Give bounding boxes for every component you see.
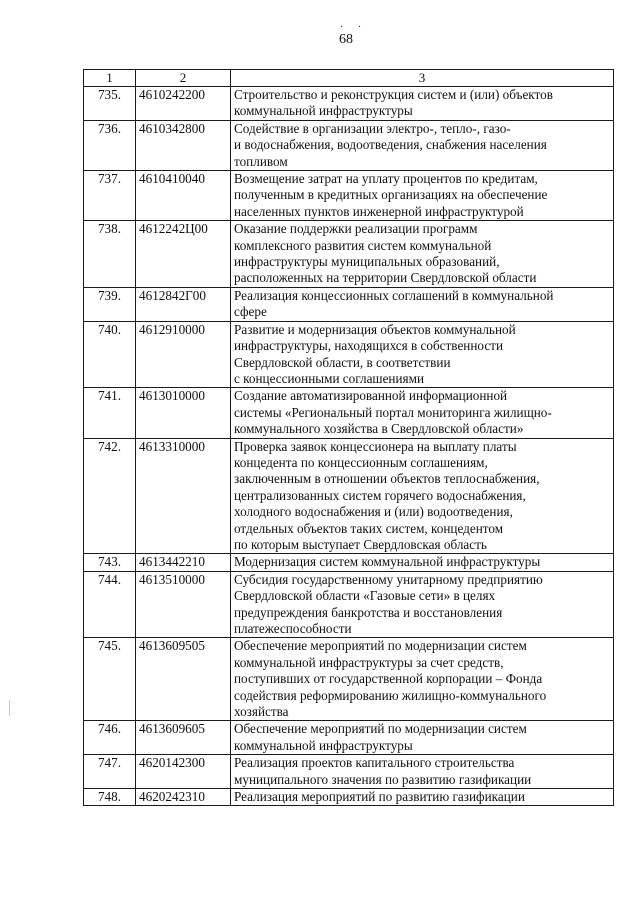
row-number: 745.	[84, 638, 136, 721]
row-name-line: коммунальной инфраструктуры	[234, 737, 413, 753]
table-row	[84, 221, 614, 288]
row-code: 4610242200	[136, 87, 231, 121]
row-name	[231, 638, 614, 721]
row-name-line: холодного водоснабжения и (или) водоотведения,	[234, 504, 513, 520]
table-header-row	[84, 70, 614, 87]
row-code: 4610342800	[136, 120, 231, 170]
row-name-line: Обеспечение мероприятий по модернизации систем	[234, 721, 527, 737]
row-name-line: отдельных объектов таких систем, концедентом	[234, 520, 504, 536]
row-name-line: расположенных на территории Свердловской области	[234, 270, 537, 286]
row-name-line: комплексного развития систем коммунальной	[234, 237, 492, 253]
row-name-line: Субсидия государственному унитарному предприятию	[234, 571, 543, 587]
row-name	[231, 438, 614, 554]
row-name-line: концедента по концессионным соглашениям,	[234, 454, 488, 470]
row-name-line: и водоснабжения, водоотведения, снабжения населения	[234, 137, 547, 153]
row-name-line: Оказание поддержки реализации программ	[234, 221, 478, 237]
table-row	[84, 721, 614, 755]
row-name-line: Реализация мероприятий по развитию газификации	[234, 789, 525, 805]
row-name-line: Модернизация систем коммунальной инфраструктуры	[234, 554, 541, 570]
row-name	[231, 120, 614, 170]
scan-artifact-line	[9, 700, 10, 716]
row-code: 4620242310	[136, 789, 231, 806]
row-code: 4610410040	[136, 171, 231, 221]
table-row	[84, 87, 614, 121]
row-name-line: Реализация проектов капитального строительства	[234, 755, 515, 771]
row-name-line: коммунального хозяйства в Свердловской области»	[234, 421, 524, 437]
row-code: 4613310000	[136, 438, 231, 554]
row-name-line: платежеспособности	[234, 621, 352, 636]
row-name-line: поступивших от государственной корпорации – Фонда	[234, 671, 543, 687]
row-name-line: инфраструктуры, находящихся в собственности	[234, 338, 504, 354]
row-name-line: сфере	[234, 304, 267, 320]
table-row	[84, 638, 614, 721]
row-name-line: полученным в кредитных организациях на обеспечение	[234, 187, 548, 203]
row-number: 739.	[84, 287, 136, 321]
table-row	[84, 571, 614, 638]
row-number: 747.	[84, 755, 136, 789]
table-row	[84, 120, 614, 170]
row-name	[231, 554, 614, 571]
row-code: 4613442210	[136, 554, 231, 571]
row-name-line: инфраструктуры муниципальных образований,	[234, 254, 500, 270]
row-code: 4613609505	[136, 638, 231, 721]
row-name-line: с концессионными соглашениями	[234, 370, 425, 386]
row-name-line: Реализация концессионных соглашений в коммунальной	[234, 287, 554, 303]
row-number: 741.	[84, 388, 136, 438]
row-name	[231, 321, 614, 388]
row-name-line: Свердловской области «Газовые сети» в целях	[234, 588, 496, 604]
row-name-line: содействия реформированию жилищно-коммунального	[234, 687, 547, 703]
row-name-line: Развитие и модернизация объектов коммунальной	[234, 321, 516, 337]
header-col-name: 3	[231, 70, 614, 87]
header-col-code: 2	[136, 70, 231, 87]
row-code: 4612242Ц00	[136, 221, 231, 288]
table-row	[84, 287, 614, 321]
table-row	[84, 438, 614, 554]
row-name	[231, 87, 614, 121]
row-name-line: централизованных систем горячего водоснабжения,	[234, 487, 526, 503]
row-code: 4620142300	[136, 755, 231, 789]
table-row	[84, 388, 614, 438]
row-name-line: заключенным в отношении объектов теплоснабжения,	[234, 471, 540, 487]
row-name-line: топливом	[234, 153, 288, 169]
row-name-line: системы «Региональный портал мониторинга жилищно-	[234, 404, 552, 420]
row-name	[231, 221, 614, 288]
row-name-line: Возмещение затрат на уплату процентов по кредитам,	[234, 171, 538, 187]
row-number: 743.	[84, 554, 136, 571]
row-name-line: предупреждения банкротства и восстановления	[234, 604, 503, 620]
header-col-number: 1	[84, 70, 136, 87]
row-code: 4612842Г00	[136, 287, 231, 321]
row-name	[231, 721, 614, 755]
row-name-line: населенных пунктов инженерной инфраструктурой	[234, 203, 524, 219]
row-number: 738.	[84, 221, 136, 288]
row-code: 4613609605	[136, 721, 231, 755]
row-number: 740.	[84, 321, 136, 388]
row-name-line: коммунальной инфраструктуры за счет средств,	[234, 654, 504, 670]
row-name-line: хозяйства	[234, 704, 289, 720]
row-name-line: Строительство и реконструкция систем и (или) объектов	[234, 87, 553, 102]
table-body	[84, 87, 614, 806]
row-code: 4612910000	[136, 321, 231, 388]
row-code: 4613010000	[136, 388, 231, 438]
row-number: 736.	[84, 120, 136, 170]
row-name-line: Создание автоматизированной информационной	[234, 388, 508, 404]
row-number: 742.	[84, 438, 136, 554]
row-name	[231, 171, 614, 221]
table-row	[84, 554, 614, 571]
table-row	[84, 789, 614, 806]
table-row	[84, 755, 614, 789]
row-number: 737.	[84, 171, 136, 221]
row-name	[231, 789, 614, 806]
row-number: 748.	[84, 789, 136, 806]
scan-marks: · ·	[340, 22, 368, 33]
codes-table	[83, 69, 614, 806]
row-code: 4613510000	[136, 571, 231, 638]
row-number: 744.	[84, 571, 136, 638]
row-name-line: по которым выступает Свердловская область	[234, 536, 487, 552]
page-number: 68	[339, 32, 353, 47]
row-name	[231, 287, 614, 321]
row-name-line: Содействие в организации электро-, тепло-, газо-	[234, 120, 511, 136]
table-row	[84, 321, 614, 388]
row-name	[231, 571, 614, 638]
row-name	[231, 755, 614, 789]
row-name-line: муниципального значения по развитию газификации	[234, 771, 532, 787]
row-name-line: Свердловской области, в соответствии	[234, 354, 451, 370]
row-number: 746.	[84, 721, 136, 755]
row-number: 735.	[84, 87, 136, 121]
table-row	[84, 171, 614, 221]
row-name-line: Обеспечение мероприятий по модернизации систем	[234, 638, 527, 654]
row-name-line: коммунальной инфраструктуры	[234, 103, 413, 119]
row-name-line: Проверка заявок концессионера на выплату платы	[234, 438, 517, 454]
row-name	[231, 388, 614, 438]
